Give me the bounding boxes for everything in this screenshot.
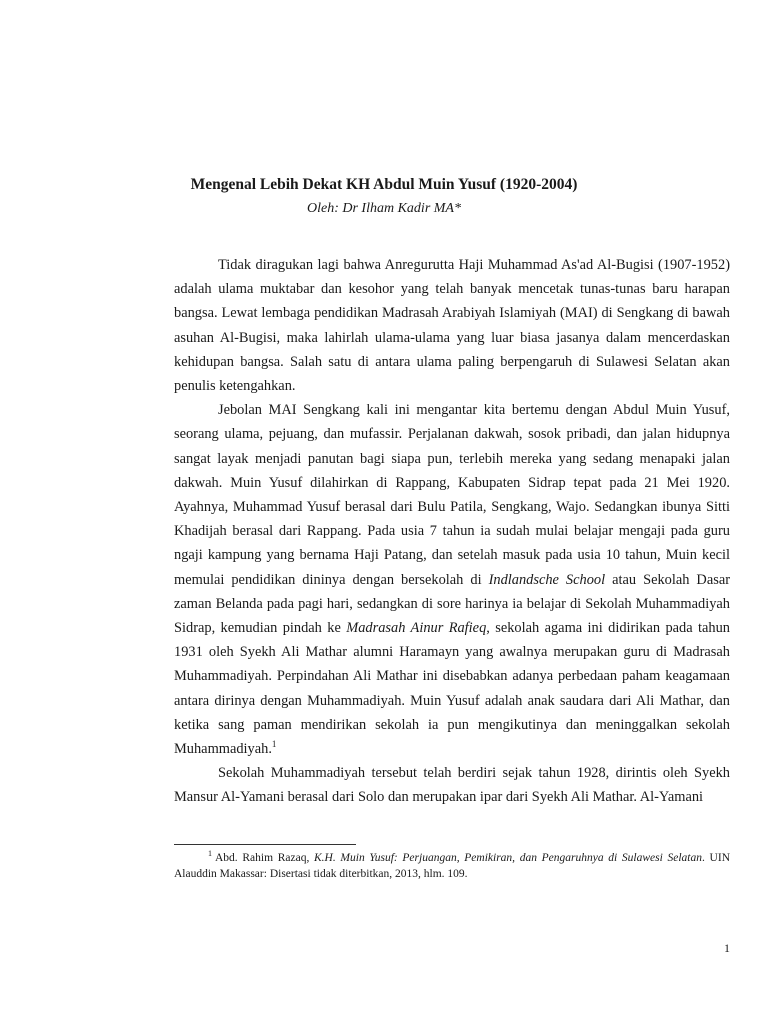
italic-text: K.H. Muin Yusuf: Perjuangan, Pemikiran, dan Pengaruhnya di Sulawesi Selatan [314,852,702,864]
text-segment: , sekolah agama ini didirikan pada tahun 1931 oleh Syekh Ali Mathar alumni Haramayn yang awalnya merupakan guru di Madrasah Muhammadiyah. Perpindahan Ali Mathar ini disebabkan adanya perbedaan paham keagamaan antara dirinya dengan Muhammadiyah. Muin Yusuf adalah anak saudara dari Ali Mathar, dan ketika sang paman mendirikan sekolah ia pun mengikutinya dan meninggalkan sekolah Muhammadiyah. [174,620,730,758]
text-segment: Tidak diragukan lagi bahwa Anregurutta Haji Muhammad As'ad Al-Bugisi (1907-1952) adalah ulama muktabar dan kesohor yang telah banyak mencetak tunas-tunas baru harapan bangsa. Lewat lembaga pendidikan Madrasah Arabiyah Islamiyah (MAI) di Sengkang di bawah asuhan Al-Bugisi, maka lahirlah ulama-ulama yang luar biasa jasanya dalam mencerdaskan kehidupan bangsa. Salah satu di antara ulama paling berpengaruh di Sulawesi Selatan akan penulis ketengahkan. [174,257,730,395]
document-author: Oleh: Dr Ilham Kadir MA* [307,201,461,216]
footnote-text [174,852,730,880]
page-number: 1 [724,941,730,955]
paragraph-3 [174,761,730,809]
paragraph-2 [174,398,730,761]
text-segment: Abd. Rahim Razaq, [215,852,315,864]
italic-text: Indlandsche School [488,571,606,588]
text-segment: Jebolan MAI Sengkang kali ini mengantar kita bertemu dengan Abdul Muin Yusuf, seorang ulama, pejuang, dan mufassir. Perjalanan dakwah, sosok pribadi, dan jalan hidupnya sangat layak menjadi panutan bagi siapa pun, terlebih mereka yang sedang menapaki jalan dakwah. Muin Yusuf dilahirkan di Rappang, Kabupaten Sidrap tepat pada 21 Mei 1920. Ayahnya, Muhammad Yusuf berasal dari Bulu Patila, Sengkang, Wajo. Sedangkan ibunya Sitti Khadijah berasal dari Rappang. Pada usia 7 tahun ia sudah mulai belajar mengaji pada guru ngaji kampung yang bernama Haji Patang, dan setelah masuk pada usia 10 tahun, Muin kecil memulai pendidikan dininya dengan bersekolah di [174,402,730,588]
text-segment: atau Sekolah Dasar zaman Belanda pada pagi hari, sedangkan di sore harinya ia belajar di Sekolah Muhammadiyah Sidrap, kemudian pindah ke [174,571,730,637]
footnote-divider [174,844,356,845]
footnote [174,850,730,882]
italic-text: Madrasah Ainur Rafieq [346,620,487,637]
text-segment: Sekolah Muhammadiyah tersebut telah berdiri sejak tahun 1928, dirintis oleh Syekh Mansur Al-Yamani berasal dari Solo dan merupakan ipar dari Syekh Ali Mathar. Al-Yamani [174,765,730,806]
document-title: Mengenal Lebih Dekat KH Abdul Muin Yusuf (1920-2004) [190,176,578,193]
text-segment: . UIN Alauddin Makassar: Disertasi tidak diterbitkan, 2013, hlm. 109. [174,852,730,880]
paragraph-1 [174,253,730,398]
body-text [174,253,730,810]
footnote-number: 1 [208,849,212,859]
footnote-reference: 1 [271,739,277,750]
